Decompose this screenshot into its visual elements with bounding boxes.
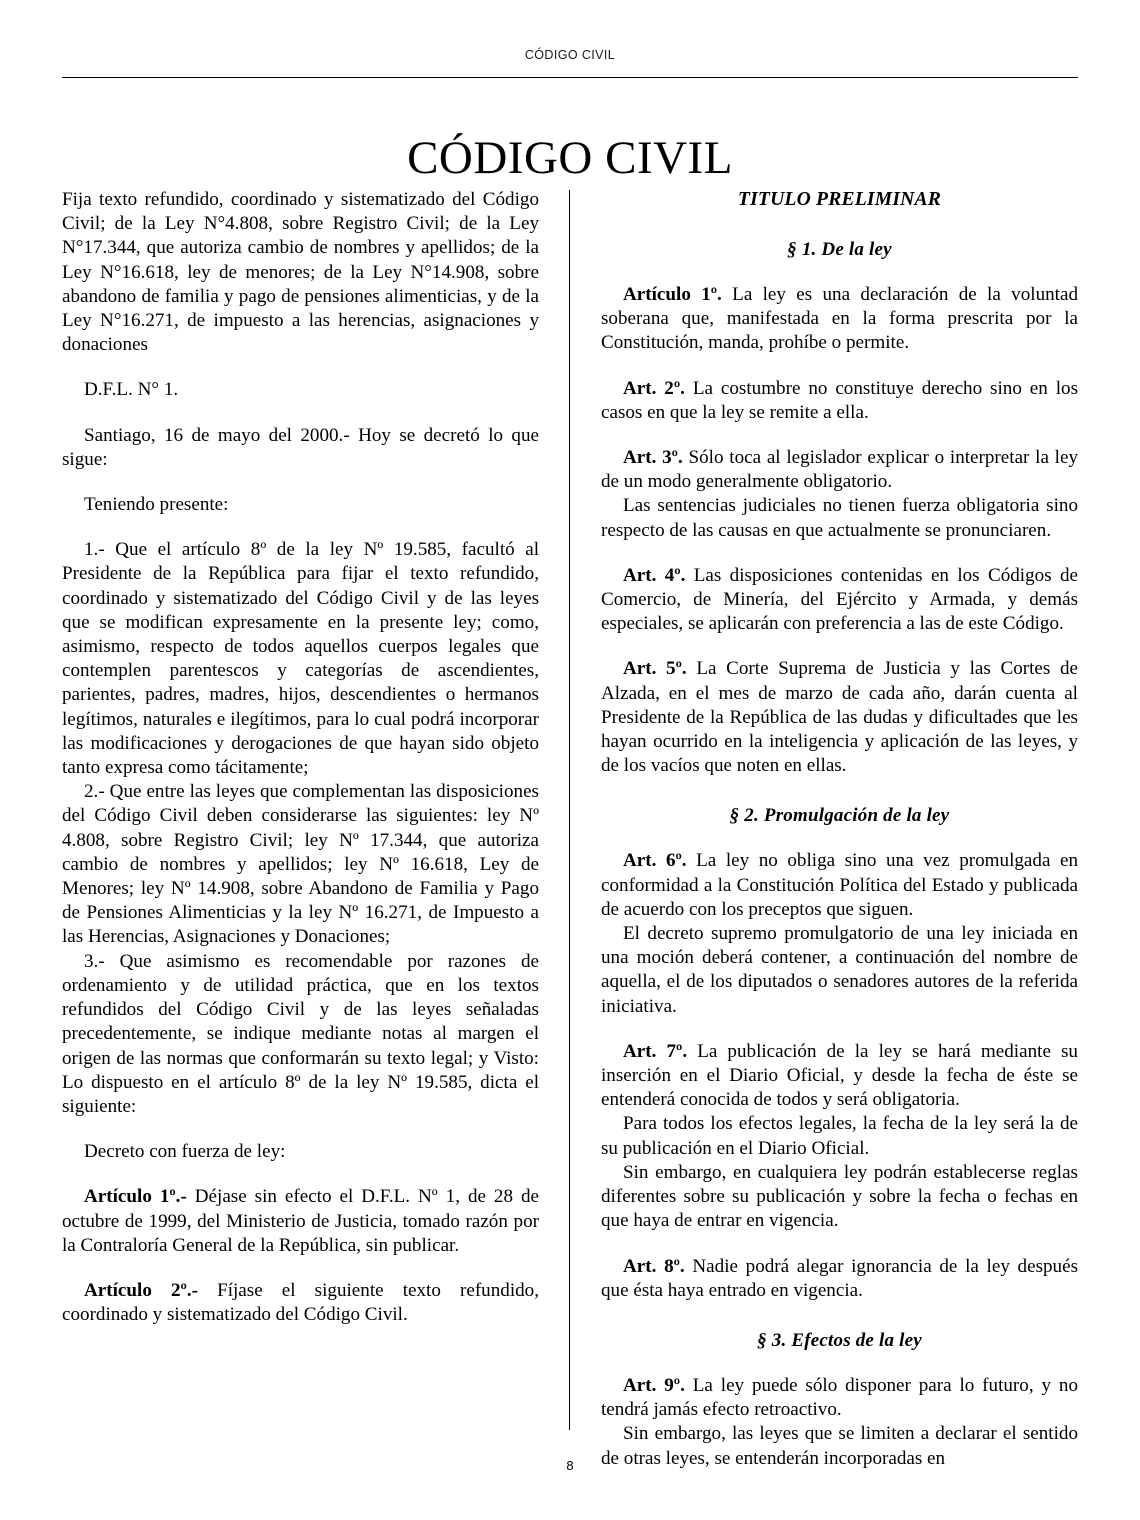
decree-label: Decreto con fuerza de ley: [84, 1141, 286, 1163]
column-divider [569, 190, 570, 1430]
articulo-4-text: Las disposiciones contenidas en los Códigos de Comercio, de Minería, del Ejército y Armada, y demás especiales, se aplicarán con preferencia a las de este Código. [601, 564, 1079, 635]
right-column [601, 188, 1078, 1471]
articulo-2-text: La costumbre no constituye derecho sino en los casos en que la ley se remite a ella. [601, 377, 1078, 423]
articulo-5 [601, 657, 1078, 778]
page-number: 8 [566, 1458, 574, 1473]
page-title: CÓDIGO CIVIL [407, 132, 733, 185]
articulo-9 [601, 1374, 1078, 1422]
articulo-4-label: Art. 4º. [623, 564, 686, 586]
left-articulo-1 [62, 1185, 539, 1258]
left-articulo-1-label: Artículo 1º.- [84, 1186, 187, 1208]
left-column [62, 188, 539, 1327]
articulo-8-label: Art. 8º. [623, 1255, 685, 1277]
left-articulo-2-text: Fíjase el siguiente texto refundido, coordinado y sistematizado del Código Civil. [62, 1279, 539, 1326]
articulo-7 [601, 1040, 1078, 1113]
considering-label: Teniendo presente: [84, 494, 229, 516]
articulo-3-paragraph-2: Las sentencias judiciales no tienen fuerza obligatoria sino respecto de las causas en que actualmente se pronunciaren. [601, 495, 1078, 541]
left-articulo-1-text: Déjase sin efecto el D.F.L. Nº 1, de 28 de octubre de 1999, del Ministerio de Justicia, tomado razón por la Contraloría General de la República, sin publicar. [62, 1186, 539, 1256]
dfl-number: D.F.L. N° 1. [84, 379, 179, 401]
intro-paragraph: Fija texto refundido, coordinado y sistematizado del Código Civil; de la Ley N°4.808, sobre Registro Civil; de la Ley N°17.344, que autoriza cambio de nombres y apellidos; de la Ley N°16.618, ley de menores; de la Ley N°14.908, sobre abandono de familia y pago de pensiones alimenticias, y de la Ley N°16.271, de impuesto a las herencias, asignaciones y donaciones [62, 189, 539, 356]
articulo-2-label: Art. 2º. [623, 377, 685, 399]
articulo-6-text: La ley no obliga sino una vez promulgada en conformidad a la Constitución Política del Estado y publicada de acuerdo con los preceptos que siguen. [601, 850, 1078, 920]
articulo-1 [601, 283, 1078, 356]
left-articulo-2-label: Artículo 2º.- [84, 1279, 198, 1301]
articulo-1-text: La ley es una declaración de la voluntad soberana que, manifestada en la forma prescrita por la Constitución, manda, prohíbe o permite. [601, 284, 1078, 354]
articulo-6-label: Art. 6º. [623, 850, 687, 872]
considerando-item-1: 1.- Que el artículo 8º de la ley Nº 19.585, facultó al Presidente de la República para fijar el texto refundido, coordinado y sistematizado del Código Civil y de las leyes que se modifican expresamente en la presente ley; como, asimismo, respecto de todos aquellos cuerpos legales que contemplen parentescos y categorías de ascendientes, parientes, padres, madres, hijos, descendientes o hermanos legítimos, naturales e ilegítimos, para lo cual podrá incorporar las modificaciones y derogaciones de que hayan sido objeto tanto expresa como tácitamente; [62, 539, 539, 779]
place-and-date: Santiago, 16 de mayo del 2000.- Hoy se decretó lo que sigue: [62, 424, 539, 470]
considerando-item-3: 3.- Que asimismo es recomendable por razones de ordenamiento y de utilidad práctica, que en los textos refundidos del Código Civil y de las leyes señaladas precedentemente, se indique mediante notas al margen el origen de las normas que conformarán su texto legal; y Visto: Lo dispuesto en el artículo 8º de la ley Nº 19.585, dicta el siguiente: [62, 950, 539, 1117]
articulo-5-text: La Corte Suprema de Justicia y las Cortes de Alzada, en el mes de marzo de cada año, darán cuenta al Presidente de la República de las dudas y dificultades que les hayan ocurrido en la inteligencia y aplicación de las leyes, y de los vacíos que noten en ellas. [601, 658, 1078, 777]
articulo-3-text: Sólo toca al legislador explicar o interpretar la ley de un modo generalmente obligatorio. [601, 447, 1078, 493]
heading-parrafo-3: § 3. Efectos de la ley [757, 1329, 922, 1351]
articulo-3 [601, 446, 1078, 494]
articulo-2 [601, 377, 1078, 425]
articulo-6-paragraph-2: El decreto supremo promulgatorio de una ley iniciada en una moción deberá contener, a continuación del nombre de aquella, el de los diputados o senadores autores de la referida iniciativa. [601, 923, 1078, 1017]
spacer [601, 778, 1078, 804]
articulo-7-text: La publicación de la ley se hará mediante su inserción en el Diario Oficial, y desde la fecha de éste se entenderá conocida de todos y será obligatoria. [601, 1040, 1078, 1111]
two-column-body [62, 188, 1079, 1469]
articulo-1-label: Artículo 1º. [623, 284, 722, 305]
articulo-9-label: Art. 9º. [623, 1374, 685, 1396]
articulo-9-text: La ley puede sólo disponer para lo futuro, y no tendrá jamás efecto retroactivo. [601, 1374, 1078, 1421]
heading-titulo-preliminar: TITULO PRELIMINAR [737, 189, 942, 210]
header-rule [62, 77, 1078, 78]
articulo-8 [601, 1255, 1078, 1303]
heading-parrafo-1: § 1. De la ley [787, 239, 892, 260]
articulo-7-paragraph-3: Sin embargo, en cualquiera ley podrán establecerse reglas diferentes sobre su publicación y sobre la fecha o fechas en que haya de entrar en vigencia. [601, 1161, 1078, 1232]
considerando-item-2: 2.- Que entre las leyes que complementan las disposiciones del Código Civil deben considerarse las siguientes: ley Nº 4.808, sobre Registro Civil; ley Nº 17.344, que autoriza cambio de nombres y apellidos; ley Nº 16.618, Ley de Menores; ley Nº 14.908, sobre Abandono de Familia y Pago de Pensiones Alimenticias y la ley Nº 16.271, de Impuesto a las Herencias, Asignaciones y Donaciones; [62, 781, 539, 948]
heading-parrafo-2: § 2. Promulgación de la ley [729, 805, 950, 827]
articulo-8-text: Nadie podrá alegar ignorancia de la ley después que ésta haya entrado en vigencia. [601, 1255, 1078, 1301]
spacer [601, 212, 1078, 238]
spacer [601, 1303, 1078, 1329]
left-articulo-2 [62, 1279, 539, 1327]
articulo-7-paragraph-2: Para todos los efectos legales, la fecha de la ley será la de su publicación en el Diario Oficial. [601, 1113, 1078, 1159]
articulo-3-label: Art. 3º. [623, 447, 683, 469]
articulo-4 [601, 564, 1078, 637]
articulo-9-paragraph-2: Sin embargo, las leyes que se limiten a declarar el sentido de otras leyes, se entenderán incorporadas en [601, 1423, 1078, 1469]
running-header: CÓDIGO CIVIL [524, 48, 616, 62]
articulo-5-label: Art. 5º. [623, 658, 687, 680]
articulo-6 [601, 849, 1078, 922]
articulo-7-label: Art. 7º. [623, 1040, 688, 1062]
